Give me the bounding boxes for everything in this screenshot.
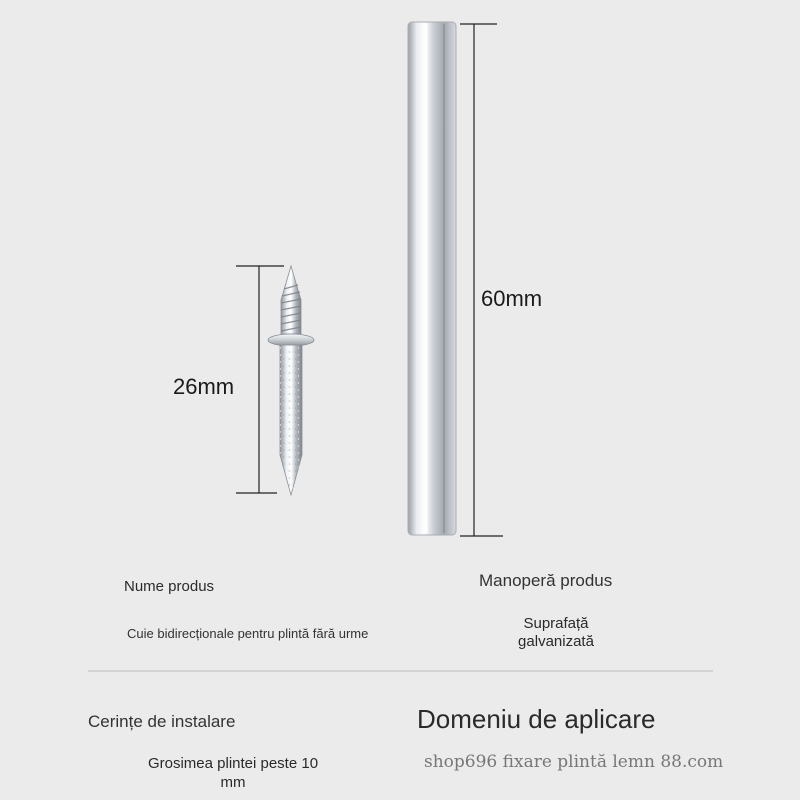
nail-length-label: 26mm	[173, 374, 235, 399]
short-nail	[268, 266, 314, 495]
install-value-line2: mm	[220, 774, 246, 791]
rod-length-label: 60mm	[481, 286, 543, 311]
application-label: Domeniu de aplicare	[417, 704, 656, 734]
install-requirements-label: Cerințe de instalare	[88, 712, 236, 731]
workmanship-value	[496, 615, 616, 651]
install-value-line1: Grosimea plintei peste 10	[147, 755, 319, 772]
product-name-label: Nume produs	[124, 578, 215, 595]
product-name-value: Cuie bidirecționale pentru plintă fără urme	[127, 626, 369, 641]
workmanship-label: Manoperă produs	[479, 571, 613, 590]
rod-dimension-line	[460, 24, 503, 536]
workmanship-value-line2: galvanizată	[518, 633, 594, 650]
install-requirements-value	[128, 754, 338, 792]
workmanship-value-line1: Suprafață	[523, 615, 589, 632]
nail-dimension-line	[236, 266, 284, 493]
long-rod	[408, 22, 456, 535]
application-value: shop696 fixare plintă lemn 88.com	[424, 752, 724, 772]
